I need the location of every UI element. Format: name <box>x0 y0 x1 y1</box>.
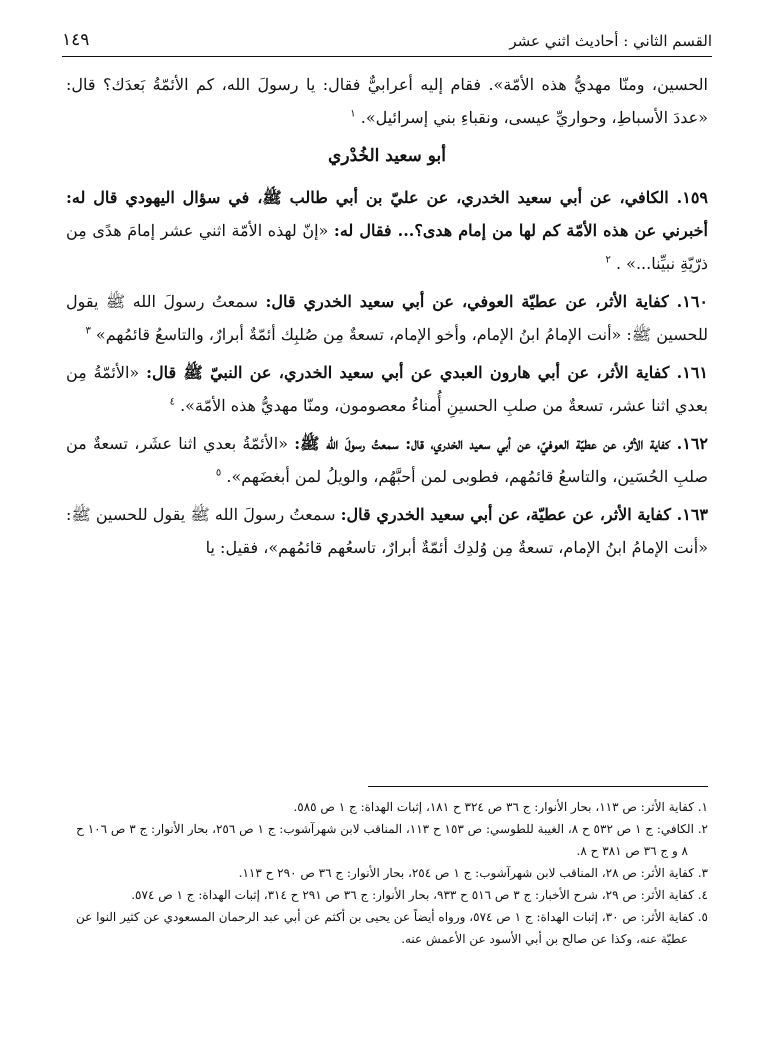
hadith-text: «الأئمّةُ مِن بعدي اثنا عشر، تسعةٌ من صلبِ الحسينِ أُمناءُ معصومون، ومنّا مهديُّ هذه الأمّة». <box>66 363 708 415</box>
hadith-lead: ١٦٠. كفاية الأثر، عن عطيّة العوفي، عن أبي سعيد الخدري قال: <box>265 292 708 311</box>
hadith-text: سمعتُ رسولَ الله ﷺ يقول للحسين ﷺ: «أنت الإمامُ ابنُ الإمام، وأخو الإمام، تسعةٌ مِن صُلبِك أئمّةٌ أبرارٌ، والتاسعُ قائمُهم» <box>66 292 708 344</box>
footnotes <box>66 796 708 950</box>
hadith-lead: ١٦١. كفاية الأثر، عن أبي هارون العبدي عن أبي سعيد الخدري، عن النبيّ ﷺ قال: <box>146 363 708 382</box>
hadith-163 <box>66 498 708 564</box>
hadith-161 <box>66 356 708 422</box>
section-heading: أبو سعيد الخُدْري <box>328 146 446 166</box>
footnote-divider <box>368 786 708 787</box>
paragraph-text: الحسين، ومنّا مهديُّ هذه الأمّة». فقام إليه أعرابيٌّ فقال: يا رسولَ الله، كم الأئمّةُ بَعدَك؟ قال: «عددَ الأسباطِ، وحواريِّ عيسى، ونقباءِ بني إسرائيل». <box>66 75 708 127</box>
paragraph-continuation <box>66 68 708 134</box>
header-title: القسم الثاني : أحاديث اثني عشر <box>509 32 712 50</box>
hadith-lead: ١٥٩. الكافي، عن أبي سعيد الخدري، عن عليّ بن أبي طالب ﷺ، في سؤال اليهودي قال له: أخبرني عن هذه الأمّة كم لها من إمام هدى؟... فقال له: <box>66 188 709 240</box>
hadith-text: «إنّ لهذه الأمّة اثني عشر إمامَ هدًى مِن ذرّيّةِ نبيِّنا...» . <box>66 221 708 273</box>
footnote: ٤. كفاية الأثر: ص ٢٩، شرح الأخبار: ج ٣ ص ٥١٦ ح ٩٣٣، بحار الأنوار: ج ٣٦ ص ٢٩١ ح ٣١٤، إثبات الهداة: ج ١ ص ٥٧٤. <box>131 888 708 902</box>
hadith-text: سمعتُ رسولَ الله ﷺ يقول للحسين ﷺ: «أنت الإمامُ ابنُ الإمام، تسعةٌ مِن وُلدِك أئمّةٌ أبرارٌ، تاسعُهم قائمُهم»، فقيل: يا <box>66 505 708 557</box>
footnote: ٥. كفاية الأثر: ص ٣٠، إثبات الهداة: ج ١ ص ٥٧٤، ورواه أيضاً عن يحيى بن أكثم عن أبي عبد الرحمان المسعودي عن كثير النوا عن عطيّة عنه، وكذا عن صالح بن أبي الأسود عن الأعمش عنه. <box>76 910 708 946</box>
footnote-ref: ٤ <box>169 396 175 408</box>
hadith-lead: ١٦٢. كفاية الأثر، عن عطيّة العوفيّ، عن أبي سعيد الخدري، قال: سمعتُ رسولَ الله ﷺ: <box>294 434 708 453</box>
running-header <box>62 24 712 57</box>
footnote: ٢. الكافي: ج ١ ص ٥٣٢ ح ٨، الغيبة للطوسي: ص ١٥٣ ح ١١٣، المناقب لابن شهرآشوب: ج ١ ص ٢٥٦، بحار الأنوار: ج ٣ ص ١٠٦ ح ٨ و ج ٣٦ ص ٣٨١ ح ٨. <box>76 822 708 858</box>
footnote-ref: ٥ <box>215 467 222 479</box>
footnote: ١. كفاية الأثر: ص ١١٣، بحار الأنوار: ج ٣٦ ص ٣٢٤ ح ١٨١، إثبات الهداة: ج ١ ص ٥٨٥. <box>293 800 708 814</box>
page-number: ١٤٩ <box>62 30 90 50</box>
main-text <box>66 68 708 569</box>
footnote: ٣. كفاية الأثر: ص ٢٨، المناقب لابن شهرآشوب: ج ١ ص ٢٥٤، بحار الأنوار: ج ٣٦ ص ٢٩٠ ح ١١٣. <box>238 866 708 880</box>
footnote-ref: ٣ <box>85 325 91 337</box>
hadith-160 <box>66 285 708 351</box>
hadith-lead: ١٦٣. كفاية الأثر، عن عطيّة، عن أبي سعيد الخدري قال: <box>340 505 708 524</box>
footnote-ref: ٢ <box>605 254 611 266</box>
footnote-ref: ١ <box>350 108 356 120</box>
hadith-text: «الأئمّةُ بعدي اثنا عشَر، تسعةٌ من صلبِ الحُسَين، والتاسعُ قائمُهم، فطوبى لمن أحبَّهُم، والويلُ لمن أبغضَهم». <box>66 434 708 486</box>
hadith-162 <box>66 427 708 493</box>
hadith-159 <box>66 181 708 280</box>
